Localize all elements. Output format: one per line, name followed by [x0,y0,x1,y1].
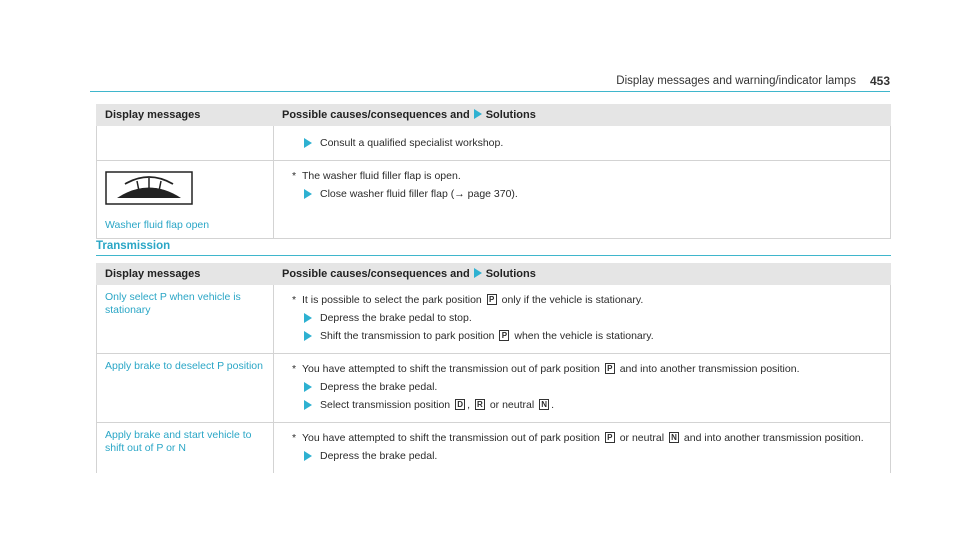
cause-label: The washer fluid filler flap is open. [302,170,461,182]
cause-text [288,293,880,307]
asterisk: * [292,294,297,306]
table-row [97,161,891,239]
message-cell [97,285,274,354]
cause-label: and into another transmission position. [619,363,800,375]
col-header-causes-text: Possible causes/consequences and [282,268,470,280]
park-symbol-icon: P [487,294,497,305]
step-text: when the vehicle is stationary. [514,330,654,342]
arrow-bullet-icon [304,189,312,199]
cause-text [288,362,880,376]
solution-cell [274,354,891,423]
comma: , [467,399,470,411]
arrow-bullet-icon [304,451,312,461]
washer-table [96,104,891,239]
step-text: Depress the brake pedal. [320,381,438,393]
cause-label: It is possible to select the park position [302,294,482,306]
drive-symbol-icon: D [455,399,465,410]
col-header-solutions-text: Solutions [485,109,536,121]
cause-label: only if the vehicle is stationary. [501,294,644,306]
display-message: Apply brake to deselect P position [105,360,263,372]
arrow-icon [474,268,482,278]
reverse-symbol-icon: R [475,399,485,410]
cause-label: and into another transmission position. [683,432,864,444]
step-text: Select transmission position [320,399,451,411]
col-header-solutions [274,105,891,126]
message-cell [97,161,274,239]
section-rule [96,255,891,256]
cause-label: or neutral [619,432,665,444]
solution-step [288,449,880,463]
table-row [97,285,891,354]
col-header-causes-text: Possible causes/consequences and [282,109,470,121]
step-text: Depress the brake pedal. [320,450,438,462]
col-header-messages: Display messages [97,264,274,285]
solution-step [288,329,880,343]
cause-text [288,431,880,445]
arrow-bullet-icon [304,331,312,341]
solution-step [288,311,880,325]
park-symbol-icon: P [605,432,615,443]
neutral-symbol-icon: N [539,399,549,410]
solution-step [288,136,880,150]
solution-cell [274,285,891,354]
table-header-row [97,264,891,285]
col-header-solutions [274,264,891,285]
page-header [90,74,890,88]
cause-label: You have attempted to shift the transmission out of park position [302,363,600,375]
solution-cell [274,126,891,161]
solution-step [288,187,880,201]
display-message: Washer fluid flap open [105,219,210,231]
table-row [97,423,891,474]
solution-cell [274,423,891,474]
message-cell [97,354,274,423]
arrow-bullet-icon [304,382,312,392]
period: . [551,399,555,411]
section-title: Transmission [96,240,171,252]
empty-cell [97,126,274,161]
step-text: Depress the brake pedal to stop. [320,312,472,324]
solution-cell [274,161,891,239]
message-cell [97,423,274,474]
asterisk: * [292,432,297,444]
cause-label: You have attempted to shift the transmission out of park position [302,432,600,444]
washer-fluid-icon [105,171,193,205]
arrow-bullet-icon [304,138,312,148]
solution-step [288,380,880,394]
park-symbol-icon: P [605,363,615,374]
table-row [97,354,891,423]
section-transmission [96,240,891,256]
header-rule [90,91,890,92]
asterisk: * [292,170,297,182]
arrow-bullet-icon [304,313,312,323]
table-row [97,126,891,161]
display-message: Apply brake and start vehicle to shift out of P or N [105,429,252,454]
col-header-messages: Display messages [97,105,274,126]
neutral-symbol-icon: N [669,432,679,443]
step-text: or neutral [489,399,535,411]
display-message: Only select P when vehicle is stationary [105,291,241,316]
table-header-row [97,105,891,126]
header-title: Display messages and warning/indicator lamps [616,75,856,87]
page-number: 453 [869,74,890,88]
step-text: Shift the transmission to park position [320,330,495,342]
col-header-solutions-text: Solutions [485,268,536,280]
step-text: Close washer fluid filler flap (→ page 370). [320,188,518,200]
park-symbol-icon: P [499,330,509,341]
step-text: Consult a qualified specialist workshop. [320,137,504,149]
arrow-bullet-icon [304,400,312,410]
asterisk: * [292,363,297,375]
cause-text [288,169,880,183]
arrow-icon [474,109,482,119]
solution-step [288,398,880,412]
transmission-table [96,263,891,473]
